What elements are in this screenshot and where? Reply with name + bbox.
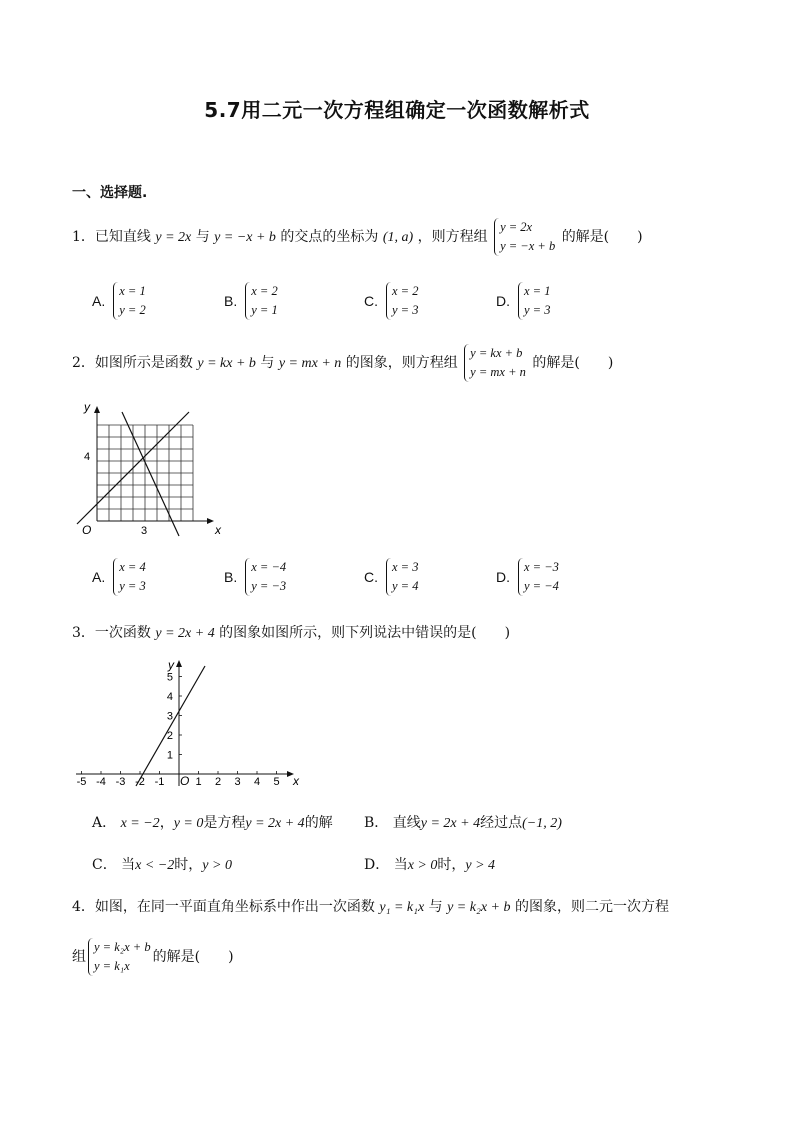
q3-x-tick-label: 5 <box>273 776 280 788</box>
q1-option-a-line-1: x = 1 <box>119 284 146 298</box>
q2-option-b-system <box>245 558 286 596</box>
q1-option-b-label: B. <box>224 293 238 309</box>
q3-option-d-label: D． <box>364 857 390 873</box>
q2-equation-system <box>464 344 526 382</box>
q1-option-c-label: C. <box>364 293 378 309</box>
q2-sys-line-2: y = mx + n <box>470 365 526 379</box>
q2-grid <box>97 425 193 521</box>
q3-option-a-m2: y = 0 <box>173 816 204 831</box>
q1-option-d[interactable] <box>496 282 552 320</box>
q3-x-tick-label: 4 <box>253 776 261 788</box>
q1-option-c-line-1: x = 2 <box>392 284 419 298</box>
q3-option-a[interactable] <box>92 812 333 832</box>
q3-option-c-m2: y > 0 <box>202 858 232 873</box>
q3-option-d-m1: x > 0 <box>407 858 438 873</box>
q3-y-tick-label: 2 <box>166 730 173 742</box>
q2-option-b-line-2: y = −3 <box>251 579 287 593</box>
q3-option-d-t2: 时， <box>437 857 466 873</box>
q2-graph <box>72 396 232 541</box>
q3-text-a: 3．一次函数 <box>72 625 151 641</box>
q1-option-a-line-2: y = 2 <box>119 303 146 317</box>
q4-text-d: 组 <box>72 949 86 965</box>
q3-option-d[interactable] <box>364 854 495 874</box>
q3-x-tick-label: -5 <box>76 776 87 788</box>
q3-line <box>136 666 205 786</box>
q2-option-d-line-1: x = −3 <box>524 560 559 574</box>
q2-option-a-line-1: x = 4 <box>119 560 146 574</box>
q2-text-a: 2．如图所示是函数 <box>72 355 193 371</box>
q1-option-b[interactable] <box>224 282 280 320</box>
q3-option-b-m1: y = 2x + 4 <box>420 816 481 831</box>
q3-x-tick-label: -1 <box>154 776 165 788</box>
q2-option-c-line-1: x = 3 <box>392 560 419 574</box>
q3-option-b-t2: 经过点 <box>480 815 523 831</box>
q2-option-a-system <box>113 558 145 596</box>
q2-option-a-line-2: y = 3 <box>119 579 146 593</box>
q2-option-a-label: A. <box>92 569 106 585</box>
q3-y-arrow <box>176 660 182 667</box>
q3-expr1: y = 2x + 4 <box>155 626 215 641</box>
q2-option-d-system <box>518 558 559 596</box>
q4-text-b: 与 <box>428 899 443 915</box>
q1-option-c[interactable] <box>364 282 420 320</box>
q4-text-e: 的解是( ) <box>152 949 234 965</box>
q2-sys-line-1: y = kx + b <box>470 346 523 360</box>
q3-x-tick-label: 3 <box>234 776 241 788</box>
q1-option-c-line-2: y = 3 <box>392 303 419 317</box>
q1-sys-line-1: y = 2x <box>500 220 533 234</box>
q1-sys-line-2: y = −x + b <box>500 239 556 253</box>
q2-tick-y: 4 <box>84 451 91 463</box>
q1-text-e: 的解是( ) <box>561 229 643 245</box>
q1-point: (1, a) <box>382 230 414 245</box>
q2-expr1: y = kx + b <box>197 356 256 371</box>
q1-option-d-line-1: x = 1 <box>524 284 551 298</box>
q2-option-c-label: C. <box>364 569 378 585</box>
q3-option-b-label: B． <box>364 815 389 831</box>
question-1 <box>72 218 643 256</box>
q2-option-b-label: B. <box>224 569 238 585</box>
q2-y-arrow <box>94 406 100 413</box>
q3-x-tick-label: 1 <box>195 776 202 788</box>
q3-x-tick-label: -4 <box>96 776 106 788</box>
q2-tick-x: 3 <box>141 525 148 537</box>
question-3 <box>72 622 510 642</box>
q2-expr2: y = mx + n <box>278 356 342 371</box>
question-2 <box>72 344 613 382</box>
q3-text-b: 的图象如图所示，则下列说法中错误的是( ) <box>219 625 511 641</box>
q2-option-b[interactable] <box>224 558 288 596</box>
q3-option-a-m1: x = −2 <box>120 816 160 831</box>
q4-sys-line-1: y = k₂x + b <box>94 940 151 954</box>
q3-option-a-label: A． <box>92 815 117 831</box>
q3-option-b-t1: 直线 <box>392 815 421 831</box>
q3-x-label: x <box>293 774 299 788</box>
q3-y-ticks <box>167 672 182 762</box>
q1-expr1: y = 2x <box>155 230 192 245</box>
q3-option-a-m3: y = 2x + 4 <box>245 816 305 831</box>
q1-text-b: 与 <box>195 229 210 245</box>
q3-y-tick-label: 1 <box>166 749 173 762</box>
q2-text-d: 的解是( ) <box>532 355 614 371</box>
q2-text-b: 与 <box>260 355 275 371</box>
question-4-line-2 <box>72 938 234 976</box>
q2-option-c-line-2: y = 4 <box>392 579 419 593</box>
q3-graph <box>70 654 310 794</box>
q4-expr1: y₁ = k₁x <box>379 900 425 915</box>
q2-option-d-label: D. <box>496 569 510 585</box>
q3-x-tick-label: -3 <box>115 776 126 788</box>
q3-option-a-t2: 是方程 <box>203 815 246 831</box>
q3-x-tick-label: -2 <box>135 776 145 788</box>
q3-origin-label: O <box>180 774 190 788</box>
q4-expr2: y = k₂x + b <box>447 900 511 915</box>
q2-origin-label: O <box>82 523 92 537</box>
q1-option-b-line-2: y = 1 <box>251 303 278 317</box>
q2-x-arrow <box>207 518 214 524</box>
q1-equation-system <box>494 218 555 256</box>
page-title: 5.7用二元一次方程组确定一次函数解析式 <box>204 98 590 122</box>
q3-option-b[interactable] <box>364 812 562 832</box>
q2-y-label: y <box>84 400 90 414</box>
q3-option-a-t3: 的解 <box>304 815 333 831</box>
q1-text-a: 1．已知直线 <box>72 229 151 245</box>
q2-option-c[interactable] <box>364 558 420 596</box>
q4-text-a: 4．如图，在同一平面直角坐标系中作出一次函数 <box>72 899 375 915</box>
q2-option-a[interactable] <box>92 558 148 596</box>
section-heading: 一、选择题. <box>72 185 148 201</box>
q3-option-b-m2: (−1, 2) <box>522 816 562 831</box>
q2-text-c: 的图象，则方程组 <box>345 355 458 371</box>
q1-option-a-label: A. <box>92 293 106 309</box>
q1-option-a-system <box>113 282 145 320</box>
q1-text-d: ，则方程组 <box>417 229 488 245</box>
q2-option-d[interactable] <box>496 558 561 596</box>
q3-option-c-t2: 时， <box>174 857 203 873</box>
q1-option-d-label: D. <box>496 293 510 309</box>
q4-equation-system <box>88 938 151 976</box>
q3-option-c[interactable] <box>92 854 232 874</box>
q2-x-label: x <box>215 523 221 537</box>
q3-option-c-m1: x < −2 <box>135 858 175 873</box>
q2-option-c-system <box>386 558 418 596</box>
q3-y-label: y <box>168 658 174 672</box>
q3-option-a-t1: ， <box>159 815 174 831</box>
q3-y-tick-label: 3 <box>166 710 173 723</box>
q1-option-a[interactable] <box>92 282 148 320</box>
question-4 <box>72 896 669 916</box>
q1-option-d-line-2: y = 3 <box>524 303 551 317</box>
q4-sys-line-2: y = k₁x <box>94 959 130 973</box>
q3-y-tick-label: 4 <box>166 691 173 703</box>
q3-option-d-t1: 当 <box>393 857 408 873</box>
q2-option-d-line-2: y = −4 <box>524 579 559 593</box>
q1-text-c: 的交点的坐标为 <box>280 229 379 245</box>
q3-x-tick-label: 2 <box>214 776 222 788</box>
q2-option-b-line-1: x = −4 <box>251 560 287 574</box>
q1-option-b-line-1: x = 2 <box>251 284 278 298</box>
q1-option-d-system <box>518 282 550 320</box>
q3-y-tick-label: 5 <box>166 671 173 684</box>
q1-option-b-system <box>245 282 277 320</box>
q3-option-d-m2: y > 4 <box>465 858 496 873</box>
q1-expr2: y = −x + b <box>214 230 276 245</box>
q3-option-c-label: C． <box>92 857 117 873</box>
q4-text-c: 的图象，则二元一次方程 <box>514 899 669 915</box>
q3-option-c-t1: 当 <box>121 857 136 873</box>
q1-option-c-system <box>386 282 418 320</box>
